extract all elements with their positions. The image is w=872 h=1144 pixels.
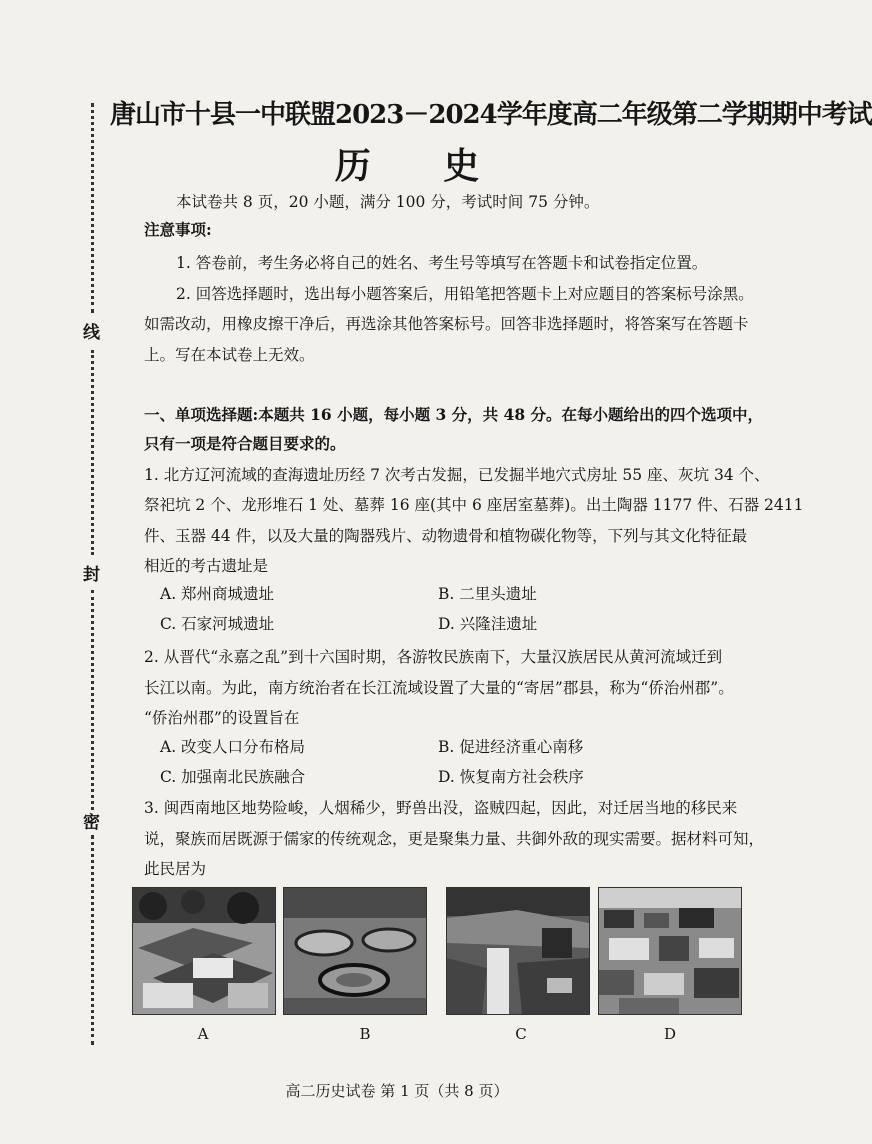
binding-mark-line: 线 — [83, 323, 100, 343]
binding-dotted-line — [91, 835, 94, 1045]
question-stem: 3. 闽西南地区地势险峻，人烟稀少，野兽出没，盗贼四起，因此，对迁居当地的移民来 — [144, 799, 738, 817]
option-a: A. 郑州商城遗址 — [160, 585, 275, 603]
question-stem: 此民居为 — [144, 860, 207, 878]
question-stem: 祭祀坑 2 个、龙形堆石 1 处、墓葬 16 座(其中 6 座居室墓葬)。出土陶器 1177 件、石器 2411 — [144, 496, 804, 514]
binding-dotted-line — [91, 350, 94, 555]
option-d: D. 兴隆洼遗址 — [438, 615, 538, 633]
option-c: C. 加强南北民族融合 — [160, 768, 306, 786]
notice-item: 1. 答卷前，考生务必将自己的姓名、考生号等填写在答题卡和试卷指定位置。 — [176, 254, 708, 272]
photo-option-a — [132, 887, 276, 1015]
photo-caption-c: C — [515, 1025, 527, 1043]
option-b: B. 促进经济重心南移 — [438, 738, 584, 756]
question-stem: 说，聚族而居既源于儒家的传统观念，更是聚集力量、共御外敌的现实需要。据材料可知， — [144, 830, 765, 848]
question-stem: 2. 从晋代“永嘉之乱”到十六国时期，各游牧民族南下，大量汉族居民从黄河流域迁到 — [144, 648, 723, 666]
option-a: A. 改变人口分布格局 — [160, 738, 306, 756]
notice-item: 2. 回答选择题时，选出每小题答案后，用铅笔把答题卡上对应题目的答案标号涂黑。 — [176, 285, 754, 303]
photo-option-c — [446, 887, 590, 1015]
binding-dotted-line — [91, 590, 94, 810]
photo-caption-d: D — [663, 1025, 677, 1043]
section-heading: 只有一项是符合题目要求的。 — [144, 434, 346, 453]
subject-title: 历 史 — [334, 145, 510, 187]
option-d: D. 恢复南方社会秩序 — [438, 768, 584, 786]
notice-heading: 注意事项: — [144, 220, 212, 239]
binding-mark-secret: 密 — [83, 813, 100, 833]
notice-item: 如需改动，用橡皮擦干净后，再选涂其他答案标号。回答非选择题时，将答案写在答题卡 — [144, 315, 749, 333]
question-stem: 件、玉器 44 件，以及大量的陶器残片、动物遗骨和植物碳化物等，下列与其文化特征最 — [144, 527, 748, 545]
photo-caption-b: B — [359, 1025, 371, 1043]
question-stem: “侨治州郡”的设置旨在 — [144, 709, 300, 727]
page-footer: 高二历史试卷 第 1 页（共 8 页） — [285, 1082, 509, 1100]
intro-text: 本试卷共 8 页，20 小题，满分 100 分，考试时间 75 分钟。 — [176, 193, 600, 211]
question-stem: 长江以南。为此，南方统治者在长江流域设置了大量的“寄居”郡县，称为“侨治州郡”。 — [144, 679, 734, 697]
question-stem: 相近的考古遗址是 — [144, 557, 269, 575]
photo-caption-a: A — [197, 1025, 209, 1043]
section-heading: 一、单项选择题:本题共 16 小题，每小题 3 分，共 48 分。在每小题给出的四个选项中， — [144, 405, 764, 424]
binding-dotted-line — [91, 103, 94, 313]
notice-item: 上。写在本试卷上无效。 — [144, 346, 315, 364]
photo-option-b — [283, 887, 427, 1015]
option-b: B. 二里头遗址 — [438, 585, 537, 603]
photo-option-d — [598, 887, 742, 1015]
option-c: C. 石家河城遗址 — [160, 615, 275, 633]
binding-mark-seal: 封 — [83, 565, 100, 585]
question-stem: 1. 北方辽河流域的查海遗址历经 7 次考古发掘，已发掘半地穴式房址 55 座、灰坑 34 个、 — [144, 466, 770, 484]
exam-title: 唐山市十县一中联盟2023－2024学年度高二年级第二学期期中考试 — [110, 100, 872, 130]
